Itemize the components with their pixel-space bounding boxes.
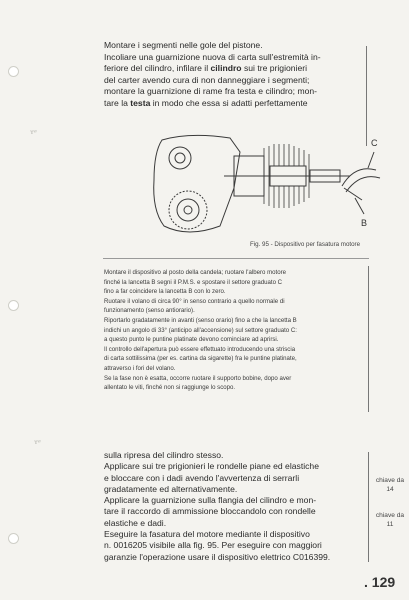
text-line: sulla ripresa del cilindro stesso. — [104, 450, 224, 460]
hub-center — [175, 153, 185, 163]
text-line: finché la lancetta B segni il P.M.S. e spostare il settore graduato C — [104, 278, 283, 286]
paragraph-device-instructions — [104, 268, 368, 393]
text-run: sui tre prigionieri — [241, 63, 307, 73]
text-line: Il controllo dell'apertura può essere effettuato introducendo una striscia — [104, 345, 296, 353]
text-run: feriore del cilindro, infilare il — [104, 63, 211, 73]
text-line: tare il raccordo di ammissione bloccandolo con rondelle — [104, 506, 316, 517]
text-line: a questo punto le puntine platinate devono cominciare ad aprirsi. — [104, 336, 279, 344]
binder-hole — [8, 533, 19, 544]
graduated-sector-c — [342, 169, 376, 186]
faint-mark: ɤʷ — [30, 130, 37, 136]
margin-rule — [368, 266, 369, 412]
text-run: Montare i segmenti nelle gole del pistone. — [104, 40, 263, 50]
text-line: fino a far coincidere la lancetta B con lo zero. — [104, 288, 226, 296]
binder-hole — [8, 300, 19, 311]
side-note-size: 11 — [386, 521, 394, 528]
text-line: gradatamente ed alternativamente. — [104, 483, 238, 494]
bold-term: cilindro — [210, 63, 242, 73]
text-run: montare la guarnizione di rame fra testa e cilindro; mon- — [104, 86, 318, 96]
pointer-b — [344, 188, 362, 200]
side-note-size: 14 — [386, 486, 394, 493]
side-note-wrench-11 — [370, 511, 409, 529]
text-line — [104, 40, 368, 52]
crankcase-outline — [154, 135, 240, 232]
text-line: elastiche e dadi. — [104, 517, 167, 528]
text-run: tare la — [104, 97, 131, 108]
text-run: Incoliare una guarnizione nuova di carta sull'estremità in- — [104, 51, 321, 62]
text-line: Montare il dispositivo al posto della candela; ruotare l'albero motore — [104, 269, 287, 276]
text-line: allentato le viti, finché non si raggiunge lo scopo. — [104, 384, 236, 392]
text-line: Se la fase non è esatta, occorre ruotare il supporto bobine, dopo aver — [104, 374, 292, 382]
text-line: e bloccare con i dadi avendo l'avvertenza di serrarli — [104, 472, 300, 483]
margin-rule — [368, 452, 369, 562]
text-run: del carter avendo cura di non danneggiare i segmenti; — [104, 74, 310, 85]
side-note-label: chiave da — [375, 512, 405, 519]
gear-hub — [177, 199, 199, 221]
divider — [103, 258, 369, 259]
flywheel-hub-upper — [169, 147, 191, 169]
label-c: C — [371, 138, 378, 148]
text-line: funzionamento (senso antiorario). — [104, 307, 195, 315]
paragraph-assembly-continued — [104, 450, 368, 563]
text-line — [104, 98, 368, 110]
engine-drawing — [150, 130, 385, 240]
text-line: Applicare la guarnizione sulla flangia del cilindro e mon- — [104, 495, 317, 506]
leader-b — [355, 198, 364, 214]
binder-hole — [8, 66, 19, 77]
label-b: B — [361, 218, 368, 228]
text-line — [104, 75, 368, 87]
gear-center — [184, 206, 192, 214]
figure-caption: Fig. 95 - Dispositivo per fasatura motore — [250, 241, 361, 248]
faint-mark: ɤʷ — [34, 440, 41, 446]
text-line: Eseguire la fasatura del motore mediante il dispositivo — [104, 529, 310, 540]
text-line: di carta sottilissima (per es. cartina da sigarette) fra le puntine platinate, — [104, 355, 297, 363]
text-run: in modo che essa si adatti perfettamente — [150, 97, 308, 108]
gear-wheel — [169, 191, 207, 229]
side-note-label: chiave da — [375, 477, 405, 484]
text-line — [104, 63, 368, 75]
page-number: . 129 — [364, 574, 396, 590]
paragraph-assembly-intro — [104, 40, 368, 109]
text-line: n. 0016205 visibile alla fig. 95. Per eseguire con maggiori — [104, 540, 322, 551]
text-line: attraverso i fori del volano. — [104, 364, 176, 372]
text-line — [104, 52, 368, 64]
bold-term: testa — [130, 97, 151, 108]
text-line: garanzie l'operazione usare il dispositivo elettrico C016399. — [104, 551, 331, 562]
text-line: Ruotare il volano di circa 90° in senso contrario a quello normale di — [104, 297, 285, 305]
side-note-wrench-14 — [370, 476, 409, 494]
text-line: indichi un angolo di 33° (anticipo all'accensione) sul settore graduato C: — [104, 326, 297, 334]
text-line: Applicare sui tre prigionieri le rondelle piane ed elastiche — [104, 461, 319, 472]
text-line: Riportarlo gradatamente in avanti (senso orario) fino a che la lancetta B — [104, 316, 297, 324]
text-line — [104, 86, 368, 98]
figure-timing-device — [150, 130, 385, 240]
leader-c — [368, 152, 374, 168]
sector-outer-arc — [346, 177, 380, 192]
